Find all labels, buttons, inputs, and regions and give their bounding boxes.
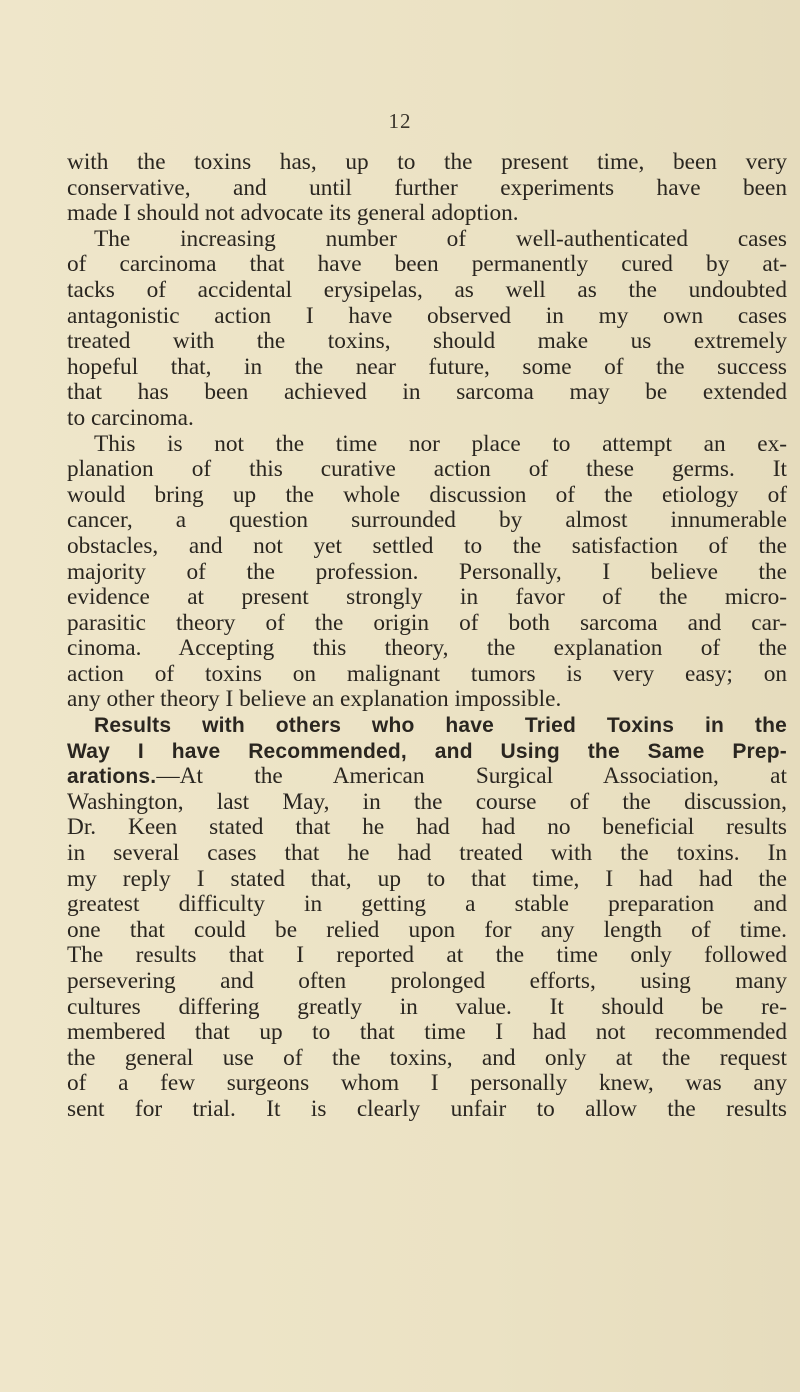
- line-text: cinoma. Accepting this theory, the explanation of the: [67, 635, 787, 662]
- line-text: evidence at present strongly in favor of the micro-: [67, 584, 787, 611]
- text-line: [67, 585, 787, 611]
- text-line: [67, 995, 787, 1021]
- line-text: of a few surgeons whom I personally knew, was any: [67, 1070, 787, 1097]
- text-line: [67, 304, 787, 330]
- text-line: [67, 432, 787, 458]
- line-text: This is not the time nor place to attempt an ex-: [94, 430, 787, 457]
- text-line: [67, 560, 787, 586]
- text-line: [67, 406, 787, 432]
- line-text: hopeful that, in the near future, some of the success: [67, 353, 787, 380]
- text-line: [67, 662, 787, 688]
- line-text: cancer, a question surrounded by almost innumerable: [67, 507, 787, 534]
- text-line: [67, 201, 787, 227]
- line-text: Dr. Keen stated that he had had no beneficial results: [67, 814, 787, 841]
- text-line: [67, 1046, 787, 1072]
- text-line: [67, 227, 787, 253]
- line-text: —At the American Surgical Association, at: [156, 763, 787, 790]
- line-text: tacks of accidental erysipelas, as well as the undoubted: [67, 276, 787, 303]
- text-line: [67, 943, 787, 969]
- line-text: greatest difficulty in getting a stable preparation and: [67, 891, 787, 918]
- line-text: action of toxins on malignant tumors is very easy; on: [67, 660, 787, 687]
- line-text: Washington, last May, in the course of the discussion,: [67, 788, 787, 815]
- text-line: [67, 355, 787, 381]
- line-text: made I should not advocate its general adoption.: [67, 200, 519, 227]
- text-line: [67, 841, 787, 867]
- text-line: [67, 380, 787, 406]
- line-text: conservative, and until further experiments have been: [67, 174, 787, 201]
- text-line: [67, 483, 787, 509]
- line-text: treated with the toxins, should make us extremely: [67, 328, 787, 355]
- line-text: the general use of the toxins, and only at the request: [67, 1044, 787, 1071]
- line-text: with the toxins has, up to the present time, been very: [67, 149, 787, 175]
- text-line: [67, 892, 787, 918]
- line-text: would bring up the whole discussion of the etiology of: [67, 481, 787, 508]
- line-text: cultures differing greatly in value. It should be re-: [67, 993, 787, 1020]
- text-line: [67, 815, 787, 841]
- text-line: [67, 867, 787, 893]
- text-line: [67, 1071, 787, 1097]
- text-line: [67, 1020, 787, 1046]
- section-heading: arations.: [67, 765, 157, 789]
- line-text: parasitic theory of the origin of both sarcoma and car-: [67, 609, 787, 636]
- page-number: 12: [388, 109, 412, 133]
- line-text: sent for trial. It is clearly unfair to allow the results: [67, 1095, 787, 1122]
- line-text: antagonistic action I have observed in my own cases: [67, 302, 787, 329]
- line-text: one that could be relied upon for any length of time.: [67, 916, 787, 943]
- line-text: planation of this curative action of these germs. It: [67, 456, 787, 483]
- section-heading: Way I have Recommended, and Using the Same Prep-: [67, 739, 787, 763]
- line-text: The increasing number of well-authenticated cases: [94, 225, 787, 252]
- text-line: [67, 1097, 787, 1123]
- line-text: in several cases that he had treated with the toxins. In: [67, 840, 787, 867]
- text-line: [67, 713, 787, 739]
- line-text: of carcinoma that have been permanently cured by at-: [67, 251, 787, 278]
- line-text: that has been achieved in sarcoma may be extended: [67, 379, 787, 406]
- text-line: [67, 739, 787, 765]
- text-line: [67, 687, 787, 713]
- text-line: [67, 764, 787, 790]
- line-text: The results that I reported at the time only followed: [67, 942, 787, 969]
- text-line: [67, 150, 787, 176]
- line-text: persevering and often prolonged efforts, using many: [67, 968, 787, 994]
- text-line: [67, 790, 787, 816]
- text-line: [67, 329, 787, 355]
- line-text: membered that up to that time I had not recommended: [67, 1019, 787, 1046]
- text-line: [67, 969, 787, 995]
- text-line: [67, 508, 787, 534]
- line-text: my reply I stated that, up to that time, I had had the: [67, 865, 787, 892]
- text-line: [67, 534, 787, 560]
- text-line: [67, 918, 787, 944]
- text-line: [67, 252, 787, 278]
- text-line: [67, 611, 787, 637]
- line-text: to carcinoma.: [67, 404, 194, 431]
- text-line: [67, 278, 787, 304]
- line-text: obstacles, and not yet settled to the satisfaction of the: [67, 532, 787, 559]
- text-line: [67, 636, 787, 662]
- text-line: [67, 176, 787, 202]
- text-line: [67, 457, 787, 483]
- line-text: majority of the profession. Personally, I believe the: [67, 558, 787, 585]
- section-heading: Results with others who have Tried Toxins in the: [94, 714, 787, 738]
- line-text: any other theory I believe an explanation impossible.: [67, 686, 562, 713]
- body-text: [67, 150, 787, 1123]
